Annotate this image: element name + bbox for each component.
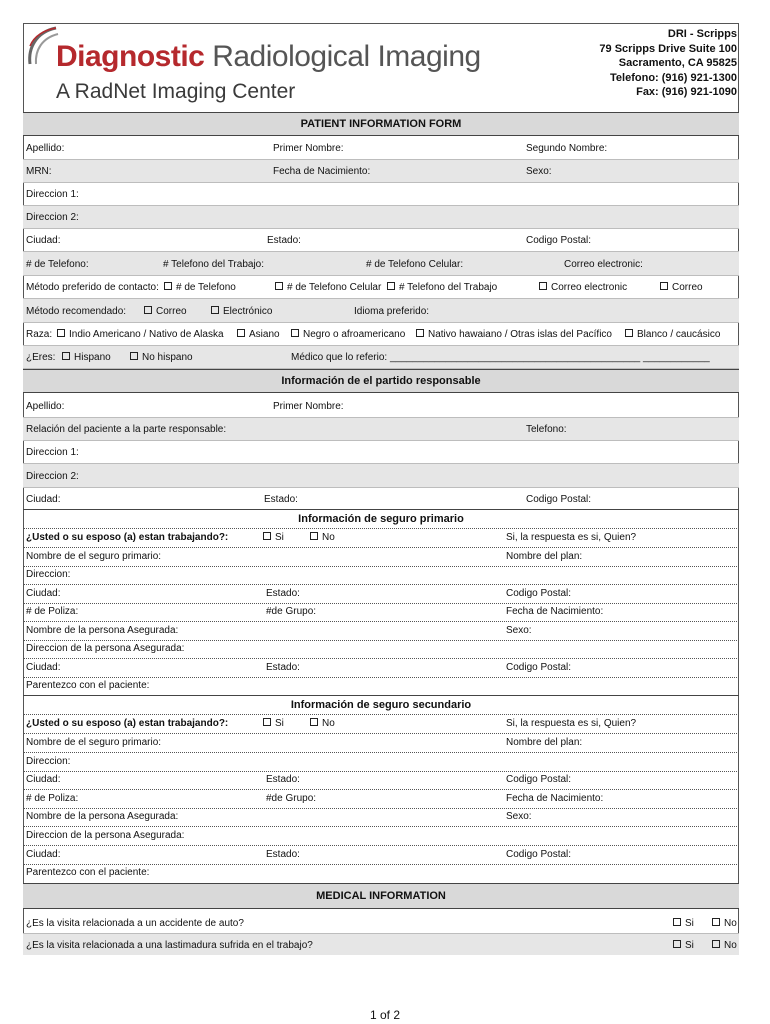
checkbox-icon [712, 940, 720, 948]
field-parentezco[interactable]: Parentezco con el paciente: [26, 680, 150, 691]
form-row [23, 790, 739, 808]
address-line: DRI - Scripps [667, 28, 737, 40]
logo-wordmark: Diagnostic Radiological Imaging [56, 40, 481, 73]
field-estado-2[interactable]: Estado: [266, 849, 300, 860]
form-row [23, 394, 739, 418]
checkbox-icon [673, 918, 681, 926]
form-row [23, 229, 739, 252]
page-number: 1 of 2 [369, 1008, 401, 1022]
form-row [23, 323, 739, 346]
checkbox-trabajando-no[interactable]: No [310, 532, 335, 543]
checkbox-icon [712, 918, 720, 926]
form-row [23, 603, 739, 621]
field-apellido[interactable]: Apellido: [26, 143, 65, 154]
checkbox-icon [237, 329, 245, 337]
field-segundo-nombre[interactable]: Segundo Nombre: [526, 143, 608, 154]
form-row [23, 441, 739, 464]
field-resp-primer-nombre[interactable]: Primer Nombre: [273, 401, 344, 412]
field-direccion-2[interactable]: Direccion 2: [26, 212, 79, 223]
checkbox-trabajando-no[interactable]: No [310, 718, 335, 729]
checkbox-raza-indio[interactable]: Indio Americano / Nativo de Alaska [57, 329, 224, 340]
field-estado-2[interactable]: Estado: [266, 662, 300, 673]
form-row [23, 183, 739, 206]
field-estado[interactable]: Estado: [266, 588, 300, 599]
field-direccion-asegurada[interactable]: Direccion de la persona Asegurada: [26, 643, 185, 654]
field-codigo-postal[interactable]: Codigo Postal: [506, 774, 572, 785]
field-resp-estado[interactable]: Estado: [264, 494, 298, 505]
field-idioma[interactable]: Idioma preferido: [354, 306, 430, 317]
checkbox-raza-nativo-hawaiano[interactable]: Nativo hawaiano / Otras islas del Pacífico [416, 329, 612, 340]
field-sexo[interactable]: Sexo: [526, 166, 552, 177]
checkbox-recomendado-correo[interactable]: Correo [144, 306, 187, 317]
checkbox-contact-trabajo[interactable]: # Telefono del Trabajo [387, 282, 497, 293]
logo-tagline: A RadNet Imaging Center [56, 80, 296, 103]
form-row [23, 622, 739, 640]
field-grupo[interactable]: #de Grupo: [266, 793, 317, 804]
checkbox-icon [275, 282, 283, 290]
field-nombre-asegurada[interactable]: Nombre de la persona Asegurada: [26, 625, 179, 636]
label-metodo-recomendado: Método recomendado: [26, 306, 127, 317]
form-row [23, 206, 739, 229]
section-title-responsable: Información de el partido responsable [23, 369, 739, 393]
checkbox-raza-negro[interactable]: Negro o afroamericano [291, 329, 405, 340]
field-resp-telefono[interactable]: Telefono: [526, 424, 567, 435]
checkbox-icon [130, 352, 138, 360]
clinic-address [599, 27, 737, 100]
field-codigo-postal-2[interactable]: Codigo Postal: [506, 849, 572, 860]
checkbox-no-hispano[interactable]: No hispano [130, 352, 193, 363]
checkbox-icon [310, 718, 318, 726]
field-correo-electronic[interactable]: Correo electronic: [564, 259, 643, 270]
address-line: 79 Scripps Drive Suite 100 [599, 42, 737, 55]
field-ciudad[interactable]: Ciudad: [26, 235, 61, 246]
field-fecha-nacimiento[interactable]: Fecha de Nacimiento: [273, 166, 371, 177]
field-sexo[interactable]: Sexo: [506, 811, 532, 822]
field-parentezco[interactable]: Parentezco con el paciente: [26, 867, 150, 878]
checkbox-icon [263, 532, 271, 540]
field-ciudad-2[interactable]: Ciudad: [26, 849, 61, 860]
field-telefono-trabajo[interactable]: # Telefono del Trabajo: [163, 259, 265, 270]
checkbox-trabajo-si[interactable]: Si [673, 940, 694, 951]
checkbox-raza-asiano[interactable]: Asiano [237, 329, 280, 340]
form-row [23, 566, 739, 584]
form-row [23, 276, 739, 299]
label-metodo-contacto: Método preferido de contacto: [26, 282, 159, 293]
field-grupo[interactable]: #de Grupo: [266, 606, 317, 617]
form-row [23, 299, 739, 323]
field-telefono[interactable]: # de Telefono: [26, 259, 89, 270]
field-nombre-seguro[interactable]: Nombre de el seguro primario: [26, 551, 162, 562]
checkbox-icon [387, 282, 395, 290]
form-row [23, 753, 739, 771]
field-ciudad[interactable]: Ciudad: [26, 774, 61, 785]
checkbox-icon [164, 282, 172, 290]
checkbox-icon [539, 282, 547, 290]
field-resp-codigo-postal[interactable]: Codigo Postal: [526, 494, 592, 505]
field-nombre-plan[interactable]: Nombre del plan: [506, 737, 583, 748]
label-trabajando: ¿Usted o su esposo (a) estan trabajando?: [26, 532, 229, 543]
field-direccion-1[interactable]: Direccion 1: [26, 189, 79, 200]
label-eres: ¿Eres: [26, 352, 56, 363]
field-ciudad[interactable]: Ciudad: [26, 588, 61, 599]
field-resp-direccion-2[interactable]: Direccion 2: [26, 471, 79, 482]
field-nombre-seguro[interactable]: Nombre de el seguro primario: [26, 737, 162, 748]
form-row [23, 529, 739, 547]
field-direccion[interactable]: Direccion: [26, 756, 71, 767]
checkbox-icon [660, 282, 668, 290]
form-row [23, 771, 739, 789]
checkbox-trabajando-si[interactable]: Si [263, 718, 284, 729]
checkbox-icon [291, 329, 299, 337]
field-ciudad-2[interactable]: Ciudad: [26, 662, 61, 673]
form-row [23, 659, 739, 677]
section-title-medical: MEDICAL INFORMATION [23, 883, 739, 909]
field-telefono-celular[interactable]: # de Telefono Celular: [366, 259, 464, 270]
form-row [23, 488, 739, 510]
form-row [23, 252, 739, 276]
field-estado[interactable]: Estado: [266, 774, 300, 785]
address-line: Telefono: (916) 921-1300 [610, 71, 737, 84]
field-quien[interactable]: Si, la respuesta es si, Quien? [506, 532, 637, 543]
address-line: Sacramento, CA 95825 [618, 57, 737, 69]
checkbox-contact-celular[interactable]: # de Telefono Celular [275, 282, 381, 293]
field-mrn[interactable]: MRN: [26, 166, 52, 177]
checkbox-trabajo-no[interactable]: No [712, 940, 737, 951]
form-row [23, 137, 739, 160]
field-resp-apellido[interactable]: Apellido: [26, 401, 65, 412]
form-row [23, 160, 739, 183]
form-row [23, 808, 739, 826]
checkbox-icon [144, 306, 152, 314]
checkbox-icon [263, 718, 271, 726]
checkbox-icon [62, 352, 70, 360]
field-estado[interactable]: Estado: [267, 235, 301, 246]
checkbox-icon [416, 329, 424, 337]
field-poliza[interactable]: # de Poliza: [26, 793, 79, 804]
field-primer-nombre[interactable]: Primer Nombre: [273, 143, 344, 154]
field-medico[interactable]: Médico que lo referio: _____________________________________________ ____________ [291, 352, 710, 363]
field-direccion[interactable]: Direccion: [26, 569, 71, 580]
form-row [23, 418, 739, 441]
form-row [23, 715, 739, 733]
form-row [23, 677, 739, 695]
checkbox-recomendado-electronico[interactable]: Electrónico [211, 306, 272, 317]
checkbox-icon [625, 329, 633, 337]
field-resp-direccion-1[interactable]: Direccion 1: [26, 447, 79, 458]
label-trabajando: ¿Usted o su esposo (a) estan trabajando?: [26, 718, 229, 729]
field-codigo-postal[interactable]: Codigo Postal: [506, 588, 572, 599]
checkbox-icon [310, 532, 318, 540]
field-direccion-asegurada[interactable]: Direccion de la persona Asegurada: [26, 830, 185, 841]
field-sexo[interactable]: Sexo: [506, 625, 532, 636]
form-row [23, 585, 739, 603]
field-resp-relacion[interactable]: Relación del paciente a la parte responsable: [26, 424, 227, 435]
form-row [23, 548, 739, 566]
field-nombre-asegurada[interactable]: Nombre de la persona Asegurada: [26, 811, 179, 822]
form-row [23, 864, 739, 882]
field-fecha-nacimiento[interactable]: Fecha de Nacimiento: [506, 606, 604, 617]
section-title-patient: PATIENT INFORMATION FORM [23, 112, 739, 136]
checkbox-contact-correo[interactable]: Correo [660, 282, 703, 293]
field-codigo-postal[interactable]: Codigo Postal: [526, 235, 592, 246]
checkbox-raza-blanco[interactable]: Blanco / caucásico [625, 329, 720, 340]
field-codigo-postal-2[interactable]: Codigo Postal: [506, 662, 572, 673]
field-resp-ciudad[interactable]: Ciudad: [26, 494, 61, 505]
form-row [23, 734, 739, 752]
checkbox-trabajando-si[interactable]: Si [263, 532, 284, 543]
checkbox-icon [57, 329, 65, 337]
checkbox-auto-si[interactable]: Si [673, 918, 694, 929]
field-nombre-plan[interactable]: Nombre del plan: [506, 551, 583, 562]
form-row [23, 346, 739, 369]
form-row [23, 910, 739, 934]
checkbox-contact-email[interactable]: Correo electronic [539, 282, 627, 293]
form-row [23, 846, 739, 864]
checkbox-contact-telefono[interactable]: # de Telefono [164, 282, 236, 293]
form-row [23, 640, 739, 658]
section-title-seguro-primario: Información de seguro primario [298, 513, 464, 525]
address-line: Fax: (916) 921-1090 [636, 86, 737, 98]
form-row [23, 827, 739, 845]
label-raza: Raza: [26, 329, 53, 340]
field-fecha-nacimiento[interactable]: Fecha de Nacimiento: [506, 793, 604, 804]
checkbox-icon [673, 940, 681, 948]
section-title-seguro-secundario: Información de seguro secundario [290, 699, 472, 711]
checkbox-icon [211, 306, 219, 314]
question-accidente-auto: ¿Es la visita relacionada a un accidente de auto? [26, 918, 244, 929]
field-quien[interactable]: Si, la respuesta es si, Quien? [506, 718, 637, 729]
form-row [23, 934, 739, 955]
form-row [23, 464, 739, 488]
question-lastimadura-trabajo: ¿Es la visita relacionada a una lastimadura sufrida en el trabajo? [26, 940, 313, 951]
field-poliza[interactable]: # de Poliza: [26, 606, 79, 617]
checkbox-auto-no[interactable]: No [712, 918, 737, 929]
checkbox-hispano[interactable]: Hispano [62, 352, 111, 363]
divider [23, 695, 739, 696]
